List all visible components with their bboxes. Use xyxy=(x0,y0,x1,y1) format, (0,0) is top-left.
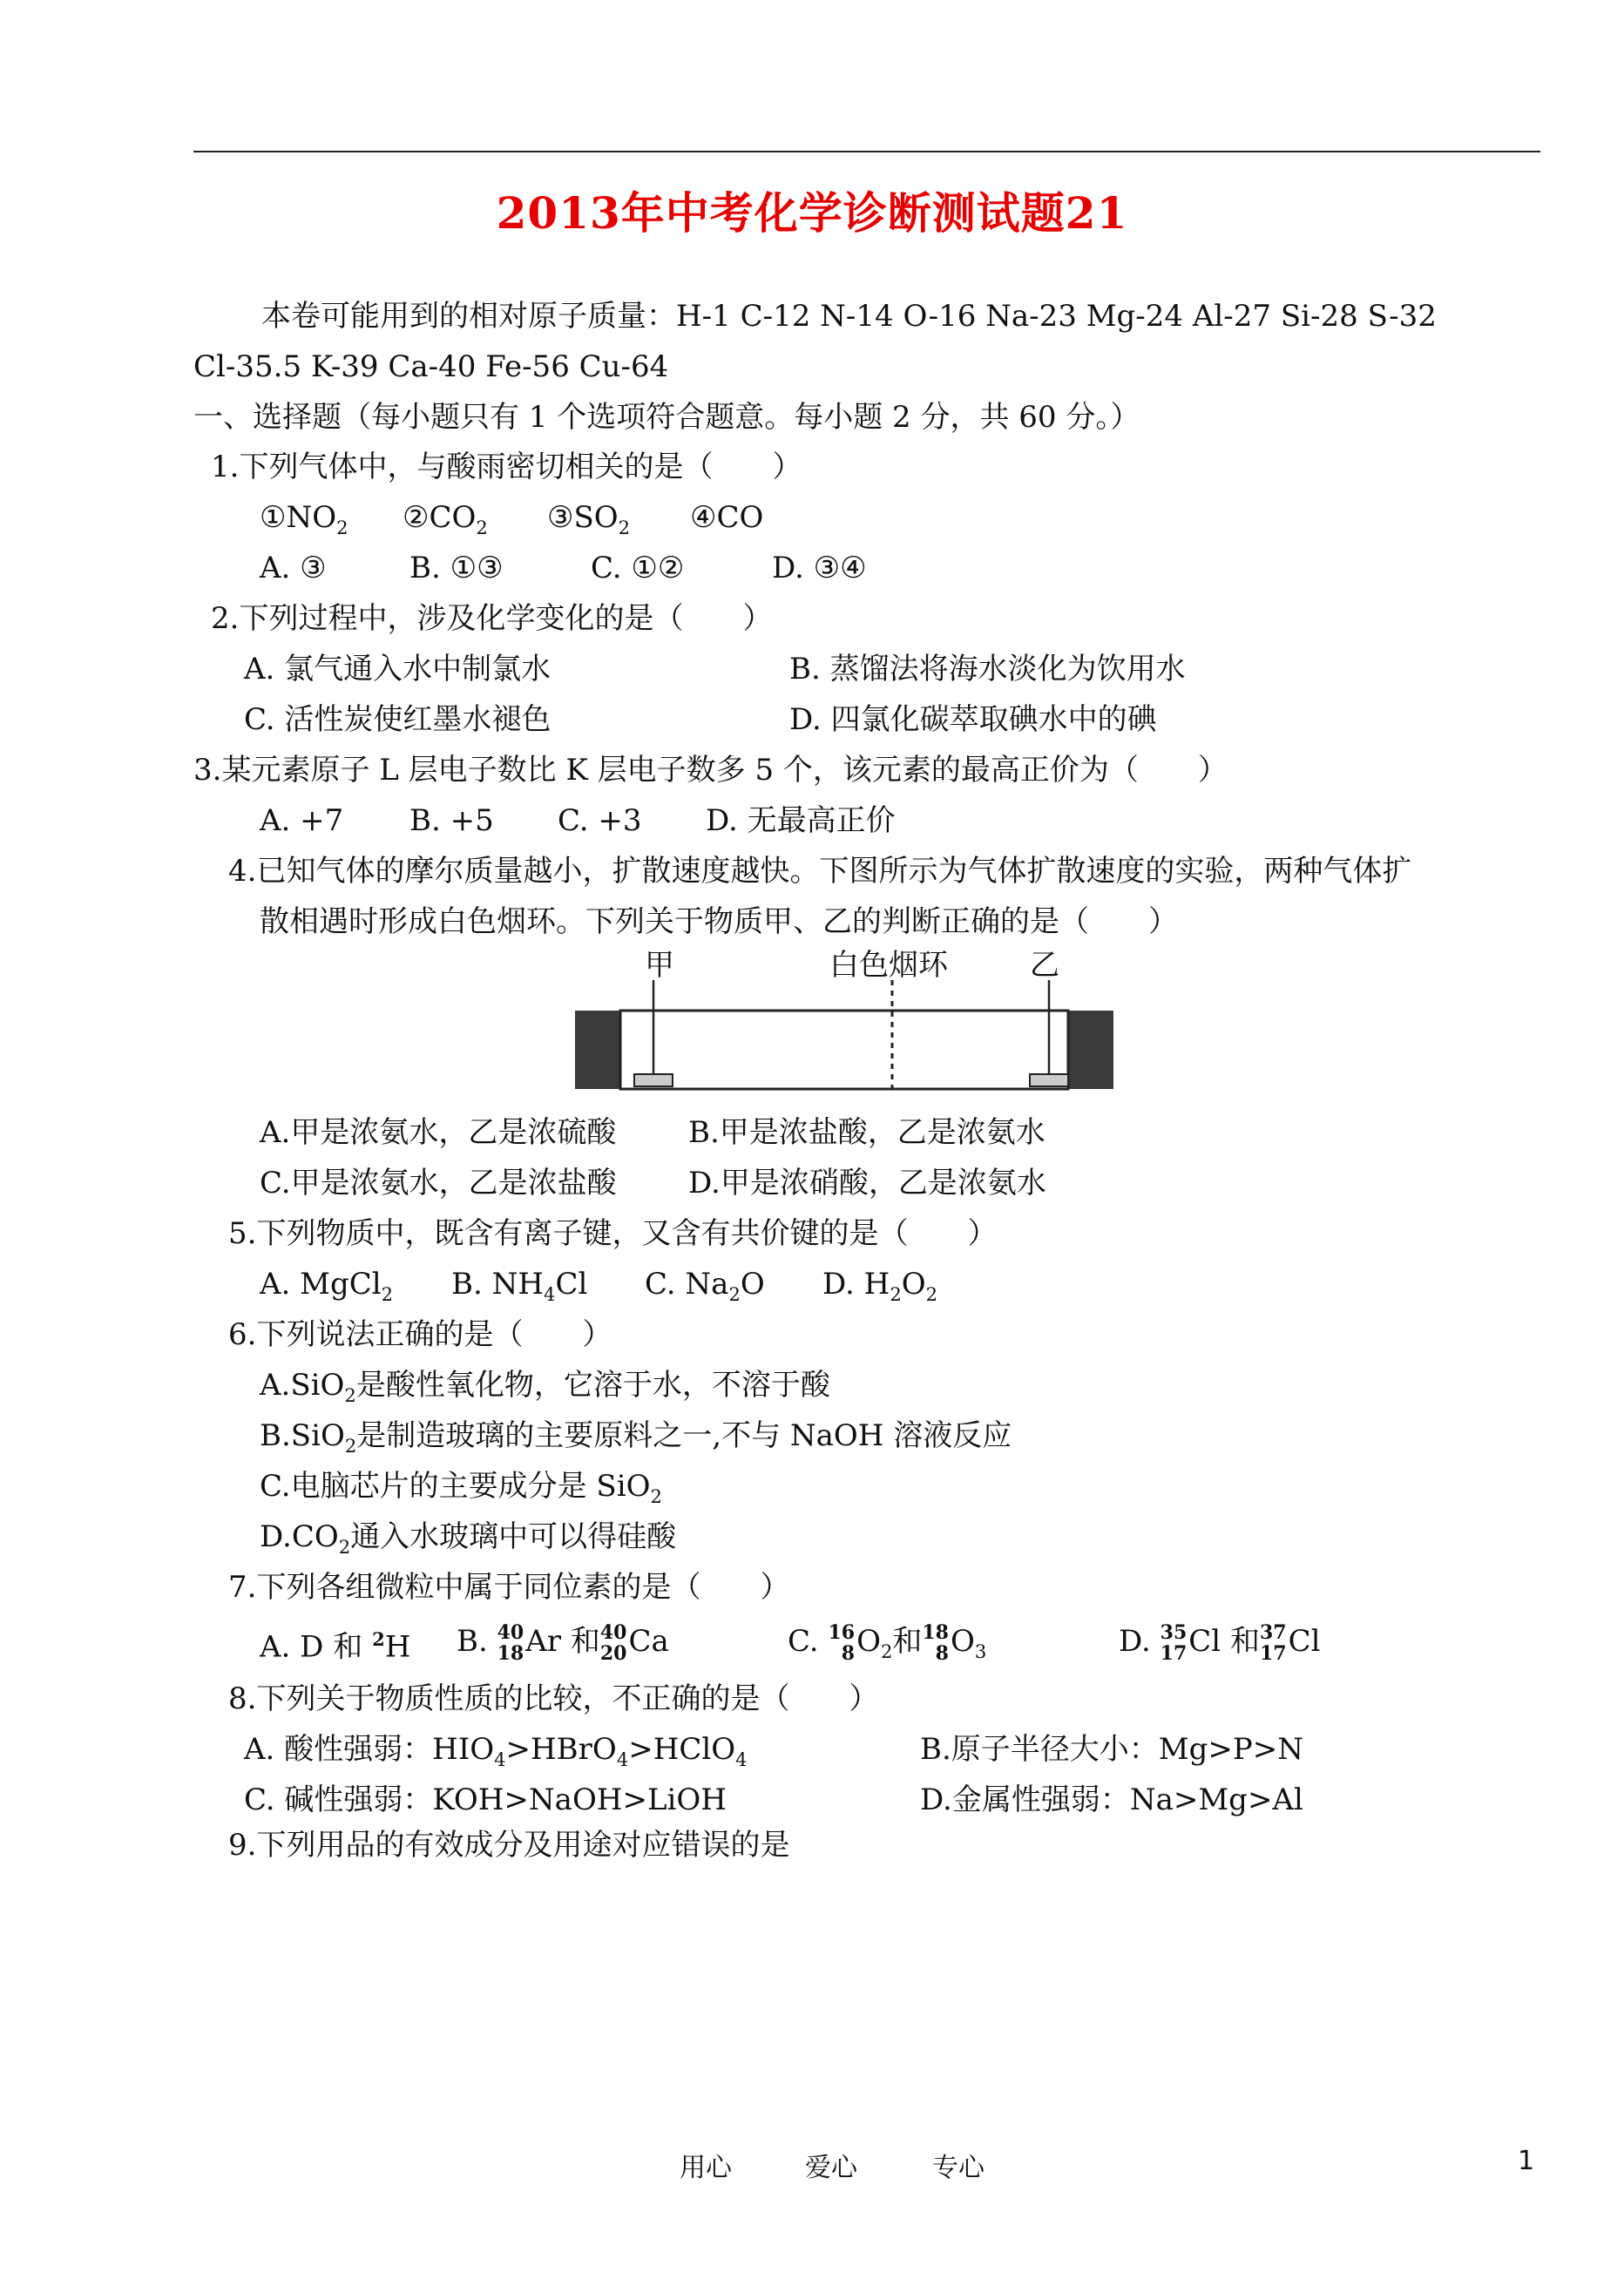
q1-item-3: $③SO_2$ xyxy=(547,500,631,538)
q2-stem: 2.下列过程中，涉及化学变化的是（ ） xyxy=(211,601,773,636)
page-number: 1 xyxy=(1518,2146,1535,2176)
q1-item-1: $①NO_2$ xyxy=(260,500,348,538)
atomic-masses-line2: Cl-35.5 K-39 Ca-40 Fe-56 Cu-64 xyxy=(193,349,669,384)
diffusion-tube-diagram xyxy=(568,945,1134,1098)
q1-option-d: D. ③④ xyxy=(772,551,867,585)
q8-stem: 8.下列关于物质性质的比较，不正确的是（ ） xyxy=(228,1681,879,1716)
q8-option-b: B.原子半径大小：Mg>P>N xyxy=(920,1732,1303,1767)
q7-stem: 7.下列各组微粒中属于同位素的是（ ） xyxy=(228,1570,790,1605)
q3-option-a: A. +7 xyxy=(260,803,344,838)
q2-option-a: A. 氯气通入水中制氯水 xyxy=(244,652,551,687)
q4-option-a: A.甲是浓氨水，乙是浓硫酸 xyxy=(260,1115,617,1150)
q5-option-d: D. $H_2O_2$ xyxy=(822,1267,938,1305)
q1-item-2: $②CO_2$ xyxy=(403,500,488,538)
q6-stem: 6.下列说法正确的是（ ） xyxy=(228,1317,612,1352)
right-stopper xyxy=(1068,1011,1113,1089)
q6-option-d: $D.CO_2$通入水玻璃中可以得硅酸 xyxy=(260,1519,677,1558)
q7-option-a: A. D 和 $^2$H xyxy=(260,1628,411,1665)
q2-option-d: D. 四氯化碳萃取碘水中的碘 xyxy=(789,702,1157,737)
q6-option-b: B.SiO$_2$是制造玻璃的主要原料之一,不与 NaOH 溶液反应 xyxy=(260,1418,1012,1457)
footer-item-2: 爱心 xyxy=(805,2153,857,2183)
label-yi: 乙 xyxy=(1030,948,1059,983)
q5-stem: 5.下列物质中，既含有离子键，又含有共价键的是（ ） xyxy=(228,1216,998,1251)
page-title: 2013年中考化学诊断测试题21 xyxy=(496,187,1128,239)
left-cotton xyxy=(634,1074,673,1086)
q4-option-d: D.甲是浓硝酸，乙是浓氨水 xyxy=(688,1166,1046,1201)
q4-stem-line2: 散相遇时形成白色烟环。下列关于物质甲、乙的判断正确的是（ ） xyxy=(260,904,1178,939)
q1-option-b: B. ①③ xyxy=(409,551,504,585)
q3-stem: 3.某元素原子 L 层电子数比 K 层电子数多 5 个，该元素的最高正价为（ ） xyxy=(193,753,1228,788)
right-cotton xyxy=(1030,1074,1068,1086)
q4-stem-line1: 4.已知气体的摩尔质量越小，扩散速度越快。下图所示为气体扩散速度的实验，两种气体扩 xyxy=(228,854,1412,889)
q7-option-b: B. 40 18 Ar 和 40 20 Ca xyxy=(457,1621,669,1665)
footer-item-3: 专心 xyxy=(932,2153,985,2183)
q5-option-a: A. MgCl$_2$ xyxy=(260,1267,394,1305)
q3-option-b: B. +5 xyxy=(409,803,494,838)
q4-option-c: C.甲是浓氨水，乙是浓盐酸 xyxy=(260,1166,617,1201)
q7-options xyxy=(0,1622,1624,1674)
q9-stem: 9.下列用品的有效成分及用途对应错误的是 xyxy=(228,1828,790,1863)
label-jia: 甲 xyxy=(645,948,674,983)
left-stopper xyxy=(575,1011,620,1089)
q3-option-c: C. +3 xyxy=(558,803,642,838)
q6-option-a: A.SiO$_2$是酸性氧化物，它溶于水，不溶于酸 xyxy=(260,1368,830,1406)
q5-option-b: B. $NH_4Cl$ xyxy=(451,1267,588,1305)
header-rule xyxy=(193,151,1540,152)
q8-option-a: A. 酸性强弱：$HIO_4>HBrO_4>HClO_4$ xyxy=(244,1732,748,1770)
label-smoke-ring: 白色烟环 xyxy=(829,948,948,983)
q8-option-d: D.金属性强弱：Na>Mg>Al xyxy=(920,1782,1303,1817)
atomic-masses-line1: 本卷可能用到的相对原子质量：H-1 C-12 N-14 O-16 Na-23 Mg-24 Al-27 Si-28 S-32 xyxy=(261,299,1437,334)
q7-option-c: C. 16 8 $O_2$和 18 8 $O_3$ xyxy=(788,1621,987,1665)
q7-option-d: D. 35 17 Cl 和 37 17 Cl xyxy=(1119,1621,1321,1665)
q1-stem: 1.下列气体中，与酸雨密切相关的是（ ） xyxy=(211,450,802,484)
section-heading: 一、选择题（每小题只有 1 个选项符合题意。每小题 2 分，共 60 分。） xyxy=(193,400,1140,435)
q8-option-c: C. 碱性强弱：KOH>NaOH>LiOH xyxy=(244,1782,727,1817)
q3-option-d: D. 无最高正价 xyxy=(706,803,896,838)
q6-option-c: C.电脑芯片的主要成分是 SiO$_2$ xyxy=(260,1469,662,1507)
q1-item-4: ④CO xyxy=(690,500,764,535)
glass-tube xyxy=(620,1011,1068,1089)
q5-option-c: C. $Na_2O$ xyxy=(645,1267,765,1305)
footer-item-1: 用心 xyxy=(680,2153,732,2183)
q2-option-b: B. 蒸馏法将海水淡化为饮用水 xyxy=(789,652,1186,687)
q1-option-c: C. ①② xyxy=(591,551,685,585)
q4-option-b: B.甲是浓盐酸，乙是浓氨水 xyxy=(688,1115,1045,1150)
q2-option-c: C. 活性炭使红墨水褪色 xyxy=(244,702,551,737)
q1-option-a: A. ③ xyxy=(260,551,327,585)
